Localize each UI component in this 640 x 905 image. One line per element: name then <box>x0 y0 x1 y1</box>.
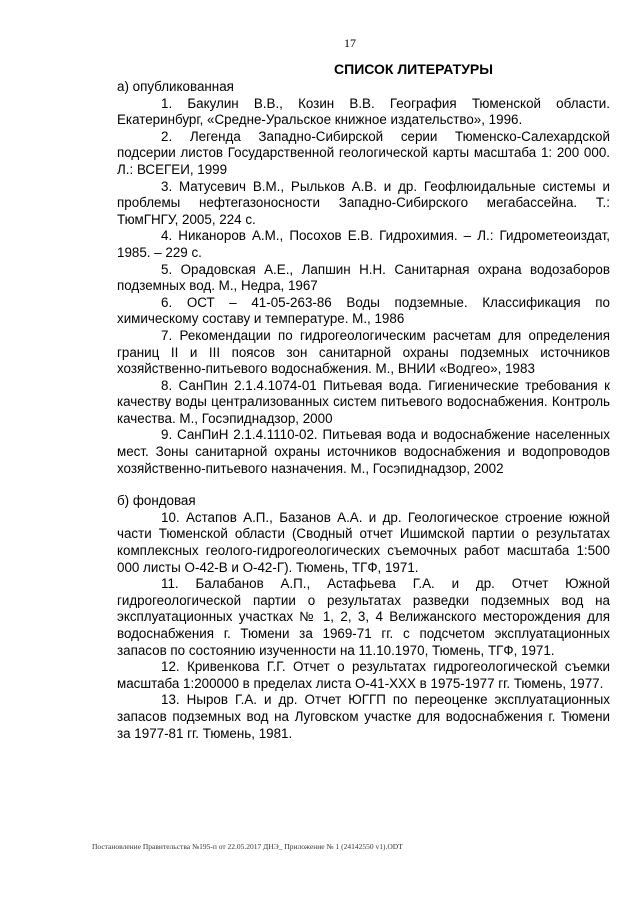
reference-number: 6. <box>161 294 173 310</box>
bibliography <box>117 60 610 742</box>
document-footer: Постановление Правительства №195-п от 22.05.2017 ДНЭ_ Приложение № 1 (24142550 v1).ODT <box>92 842 403 851</box>
reference-entry <box>117 295 610 328</box>
reference-number: 3. <box>161 178 173 194</box>
reference-entry <box>117 328 610 378</box>
reference-text: Ныров Г.А. и др. Отчет ЮГГП по переоценке эксплуатационных запасов подземных вод на Луговском участке для водоснабжения г. Тюмени за 1977-81 гг. Тюмень, 1981. <box>117 692 610 741</box>
reference-text: Кривенкова Г.Г. Отчет о результатах гидрогеологической съемки масштаба 1:200000 в пределах листа О-41-XXX в 1975-1977 гг. Тюмень, 1977. <box>117 659 610 691</box>
reference-text: ОСТ – 41-05-263-86 Воды подземные. Классификация по химическому составу и температуре. М., 1986 <box>117 294 610 327</box>
reference-number: 10. <box>161 509 180 525</box>
reference-entry <box>117 179 610 229</box>
page-title: СПИСОК ЛИТЕРАТУРЫ <box>334 61 493 77</box>
reference-number: 1. <box>161 95 173 111</box>
reference-entry <box>117 659 610 692</box>
reference-number: 8. <box>161 377 173 393</box>
reference-entry <box>117 576 610 659</box>
section-label-published: а) опубликованная <box>117 79 234 94</box>
reference-text: Орадовская А.Е., Лапшин Н.Н. Санитарная охрана водозаборов подземных вод. М., Недра, 1967 <box>117 261 610 294</box>
reference-entry <box>117 262 610 295</box>
reference-entry <box>117 692 610 742</box>
reference-entry <box>117 96 610 129</box>
reference-number: 12. <box>161 659 180 675</box>
reference-number: 11. <box>161 576 179 592</box>
reference-number: 13. <box>161 692 180 708</box>
page-number: 17 <box>344 36 356 50</box>
section-label-fund: б) фондовая <box>117 493 196 509</box>
reference-text: Матусевич В.М., Рыльков А.В. и др. Геофлюидальные системы и проблемы нефтегазоносности Западно-Сибирского мегабассейна. Т.: ТюмГНГУ, 2005, 224 с. <box>117 178 610 227</box>
reference-entry <box>117 228 610 261</box>
section-gap <box>117 477 610 493</box>
reference-number: 9. <box>161 427 173 443</box>
reference-entry <box>117 427 610 477</box>
reference-number: 4. <box>161 228 173 244</box>
reference-text: Никаноров А.М., Посохов Е.В. Гидрохимия. – Л.: Гидрометеоиздат, 1985. – 229 с. <box>117 228 610 260</box>
fund-list <box>117 510 610 742</box>
reference-entry <box>117 510 610 576</box>
reference-text: СанПин 2.1.4.1074-01 Питьевая вода. Гигиенические требования к качеству воды централизованных систем питьевого водоснабжения. Контроль качества. М., Госэпиднадзор, 2000 <box>117 377 610 426</box>
reference-entry <box>117 129 610 179</box>
reference-number: 5. <box>161 261 173 277</box>
reference-entry <box>117 378 610 428</box>
reference-number: 7. <box>161 327 173 343</box>
reference-text: СанПиН 2.1.4.1110-02. Питьевая вода и водоснабжение населенных мест. Зоны санитарной охраны источников водоснабжения и водопроводов хозяйственно-питьевого назначения. М., Госэпиднадзор, 2002 <box>117 427 610 476</box>
reference-text: Рекомендации по гидрогеологическим расчетам для определения границ II и III поясов зон санитарной охраны подземных источников хозяйственно-питьевого водоснабжения. М., ВНИИ «Водгео», 1983 <box>117 327 610 377</box>
reference-number: 2. <box>161 128 173 144</box>
reference-text: Бакулин В.В., Козин В.В. География Тюменской области. Екатеринбург, «Средне-Уральское книжное издательство», 1996. <box>117 95 610 128</box>
reference-text: Астапов А.П., Базанов А.А. и др. Геологическое строение южной части Тюменской области (Сводный отчет Ишимской партии о результатах комплексных геолого-гидрогеологических съемочных работ масштаба 1:500 000 листы О-42-В и О-42-Г). Тюмень, ТГФ, 1971. <box>117 509 610 575</box>
reference-text: Легенда Западно-Сибирской серии Тюменско-Салехардской подсерии листов Государственной геологической карты масштаба 1: 200 000. Л.: ВСЕГЕИ, 1999 <box>117 128 610 177</box>
published-list <box>117 96 610 478</box>
reference-text: Балабанов А.П., Астафьева Г.А. и др. Отчет Южной гидрогеологической партии о результатах разведки подземных вод на эксплуатационных участках № 1, 2, 3, 4 Велижанского месторождения для водоснабжения г. Тюмени за 1969-71 гг. с подсчетом эксплуатационных запасов по состоянию изученности на 11.10.1970, Тюмень, ТГФ, 1971. <box>117 576 610 658</box>
